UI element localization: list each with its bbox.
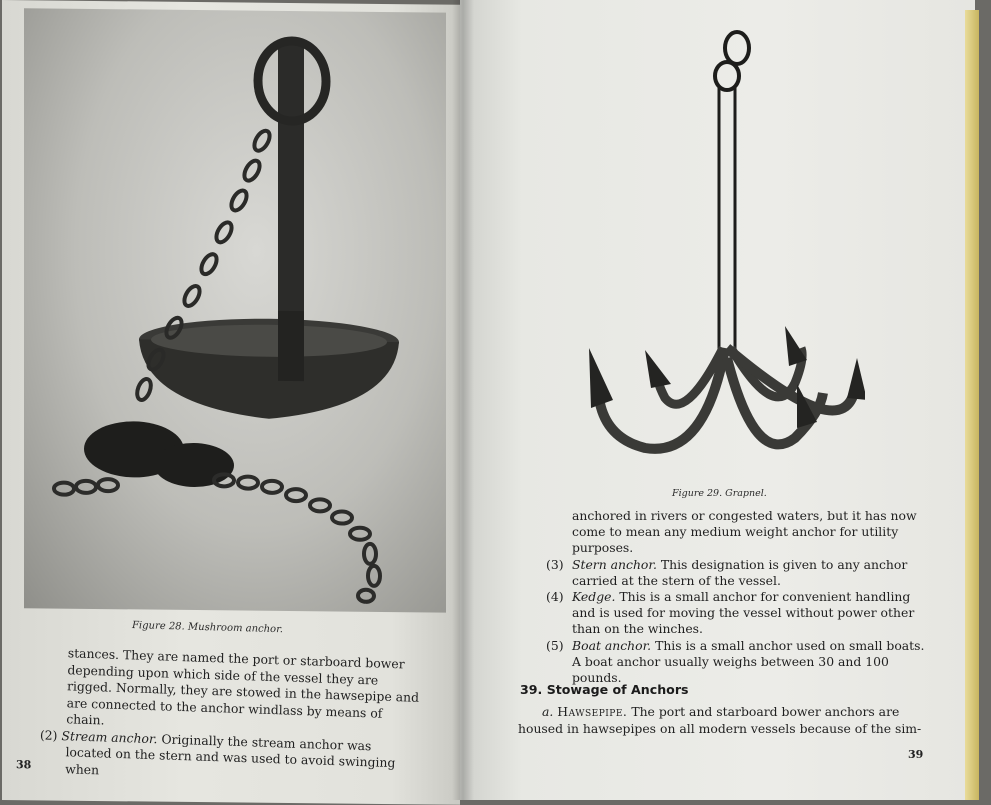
figure-28-caption: Figure 28. Mushroom anchor. <box>131 620 284 636</box>
item-number: (4) <box>546 589 564 605</box>
item-term: Boat anchor. <box>572 637 652 653</box>
left-paragraph: stances. They are named the port or starboard bower depending upon which side of the vessel they are rigged. Normally, they are stowed in the hawsepipe and are connected to the anchor windlass by means of chain. <box>66 645 420 728</box>
left-body-text <box>39 644 422 789</box>
item-term: Kedge. <box>572 589 616 605</box>
list-item <box>520 589 930 638</box>
continuation-paragraph: anchored in rivers or congested waters, but it has now come to mean any medium weight anchor for utility purposes. <box>572 508 917 556</box>
book-gutter <box>452 0 474 800</box>
item-number: (2) <box>39 726 58 743</box>
item-number: (5) <box>546 637 564 653</box>
item-number: (3) <box>546 556 564 572</box>
item-text: This designation is given to any anchor carried at the stern of the vessel. <box>572 556 908 588</box>
item-text: This is a small anchor used on small boats. A boat anchor usually weighs between 30 and 100 pounds. <box>572 637 925 686</box>
list-item <box>520 557 930 589</box>
item-text: This is a small anchor for convenient handling and is used for moving the vessel without power other than on the winches. <box>572 589 915 637</box>
paragraph-term: Hawsepipe. <box>557 704 628 719</box>
section-paragraph <box>518 704 930 737</box>
paragraph-text: The port and starboard bower anchors are housed in hawsepipes on all modern vessels because of the sim- <box>518 704 922 736</box>
list-item <box>520 638 930 687</box>
item-term: Stream anchor. <box>61 727 158 746</box>
section-heading: 39. Stowage of Anchors <box>520 682 689 697</box>
item-term: Stern anchor. <box>572 556 657 572</box>
item-text: Originally the stream anchor was located on the stern and was used to avoid swinging when <box>65 730 396 777</box>
right-body-text <box>520 508 930 686</box>
page-edge <box>965 10 979 800</box>
figure-29-caption: Figure 29. Grapnel. <box>672 488 767 499</box>
mushroom-anchor-photo <box>24 8 446 612</box>
page-number-right: 39 <box>908 748 924 761</box>
left-page <box>2 0 460 805</box>
page-number-left: 38 <box>16 758 32 772</box>
grapnel-drawing <box>585 28 865 480</box>
paragraph-label: a. <box>542 704 558 719</box>
